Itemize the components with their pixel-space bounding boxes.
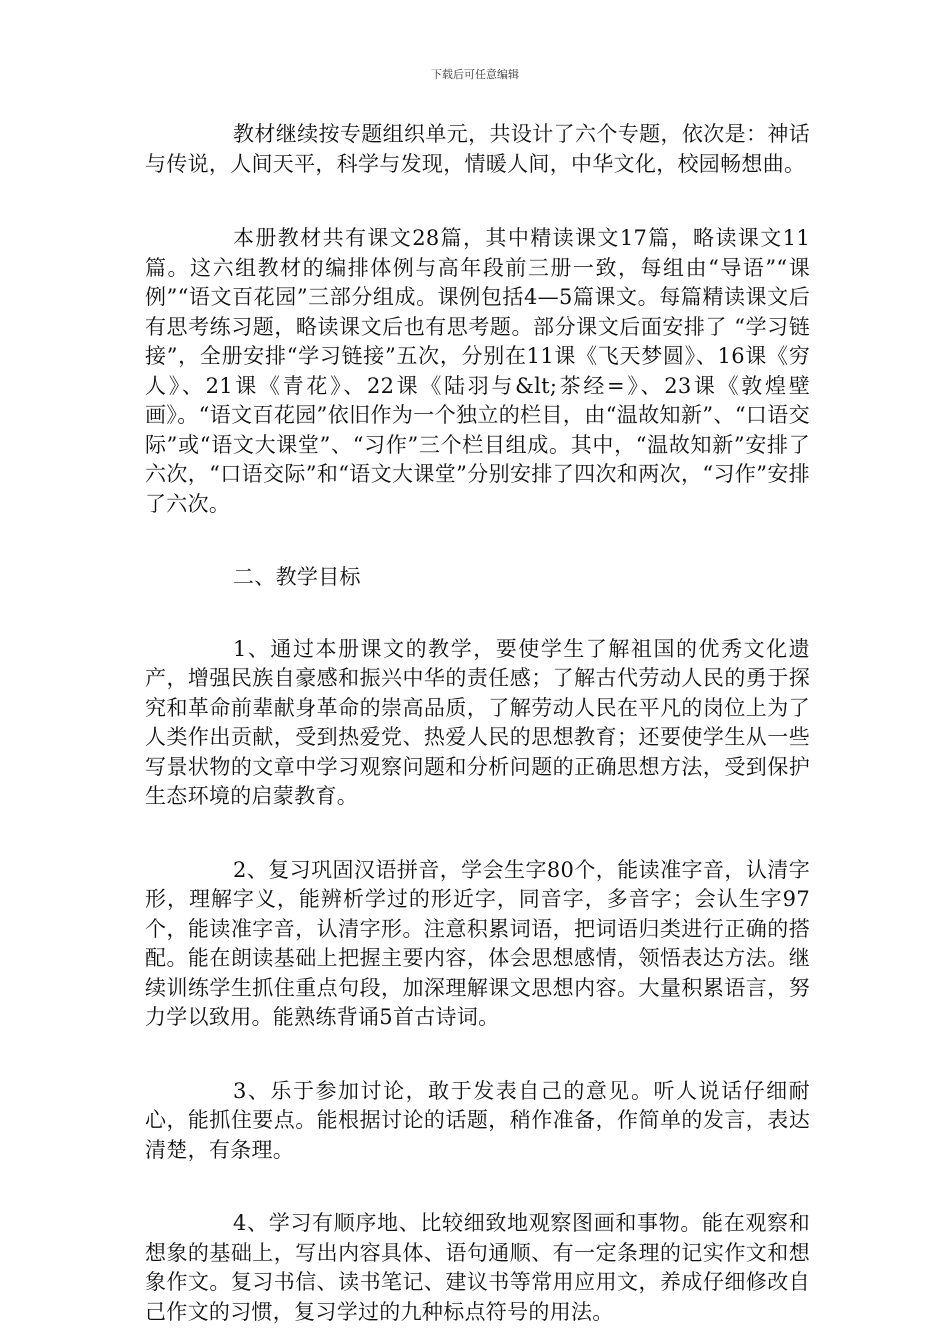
paragraph-textbook-structure: 本册教材共有课文28篇，其中精读课文17篇，略读课文11篇。这六组教材的编排体例与高年段前三册一致，每组由“导语”“课例”“语文百花园”三部分组成。课例包括4—5篇课文。每篇精读课文后有思考练习题，略读课文后也有思考题。部分课文后面安排了 “学习链接”，全册安排“学习链接”五次，分别在11课《飞天梦圆》、16课《穷人》、21课《青花》、22课《陆羽与&lt;茶经=》、23课《敦煌壁画》。“语文百花园”依旧作为一个独立的栏目，由“温故知新”、“口语交际”或“语文大课堂”、“习作”三个栏目组成。其中，“温故知新”安排了六次，“口语交际”和“语文大课堂”分别安排了四次和两次，“习作”安排了六次。 [145,226,810,516]
document-body [145,120,810,1327]
paragraph-themes: 教材继续按专题组织单元，共设计了六个专题，依次是：神话与传说，人间天平，科学与发现，情暖人间，中华文化，校园畅想曲。 [145,122,810,176]
page-header: 下载后可任意编辑 [431,68,519,81]
paragraph-goal-1: 1、通过本册课文的教学，要使学生了解祖国的优秀文化遗产，增强民族自豪感和振兴中华的责任感；了解古代劳动人民的勇于探究和革命前辈献身革命的崇高品质，了解劳动人民在平凡的岗位上为了人类作出贡献，受到热爱党、热爱人民的思想教育；还要使学生从一些写景状物的文章中学习观察问题和分析问题的正确思想方法，受到保护生态环境的启蒙教育。 [145,636,810,808]
paragraph-goal-3: 3、乐于参加讨论，敢于发表自己的意见。听人说话仔细耐心，能抓住要点。能根据讨论的话题，稍作准备，作简单的发言，表达清楚，有条理。 [145,1078,810,1162]
paragraph-goal-2: 2、复习巩固汉语拼音，学会生字80个，能读准字音，认清字形，理解字义，能辨析学过的形近字，同音字，多音字；会认生字97个，能读准字音，认清字形。注意积累词语，把词语归类进行正确的搭配。能在朗读基础上把握主要内容，体会思想感情，领悟表达方法。继续训练学生抓住重点句段，加深理解课文思想内容。大量积累语言，努力学以致用。能熟练背诵5首古诗词。 [145,857,810,1029]
paragraph-goal-4: 4、学习有顺序地、比较细致地观察图画和事物。能在观察和想象的基础上，写出内容具体、语句通顺、有一定条理的记实作文和想象作文。复习书信、读书笔记、建议书等常用应用文，养成仔细修改自己作文的习惯，复习学过的九种标点符号的用法。 [145,1211,810,1324]
section-heading-teaching-goals: 二、教学目标 [233,565,361,589]
